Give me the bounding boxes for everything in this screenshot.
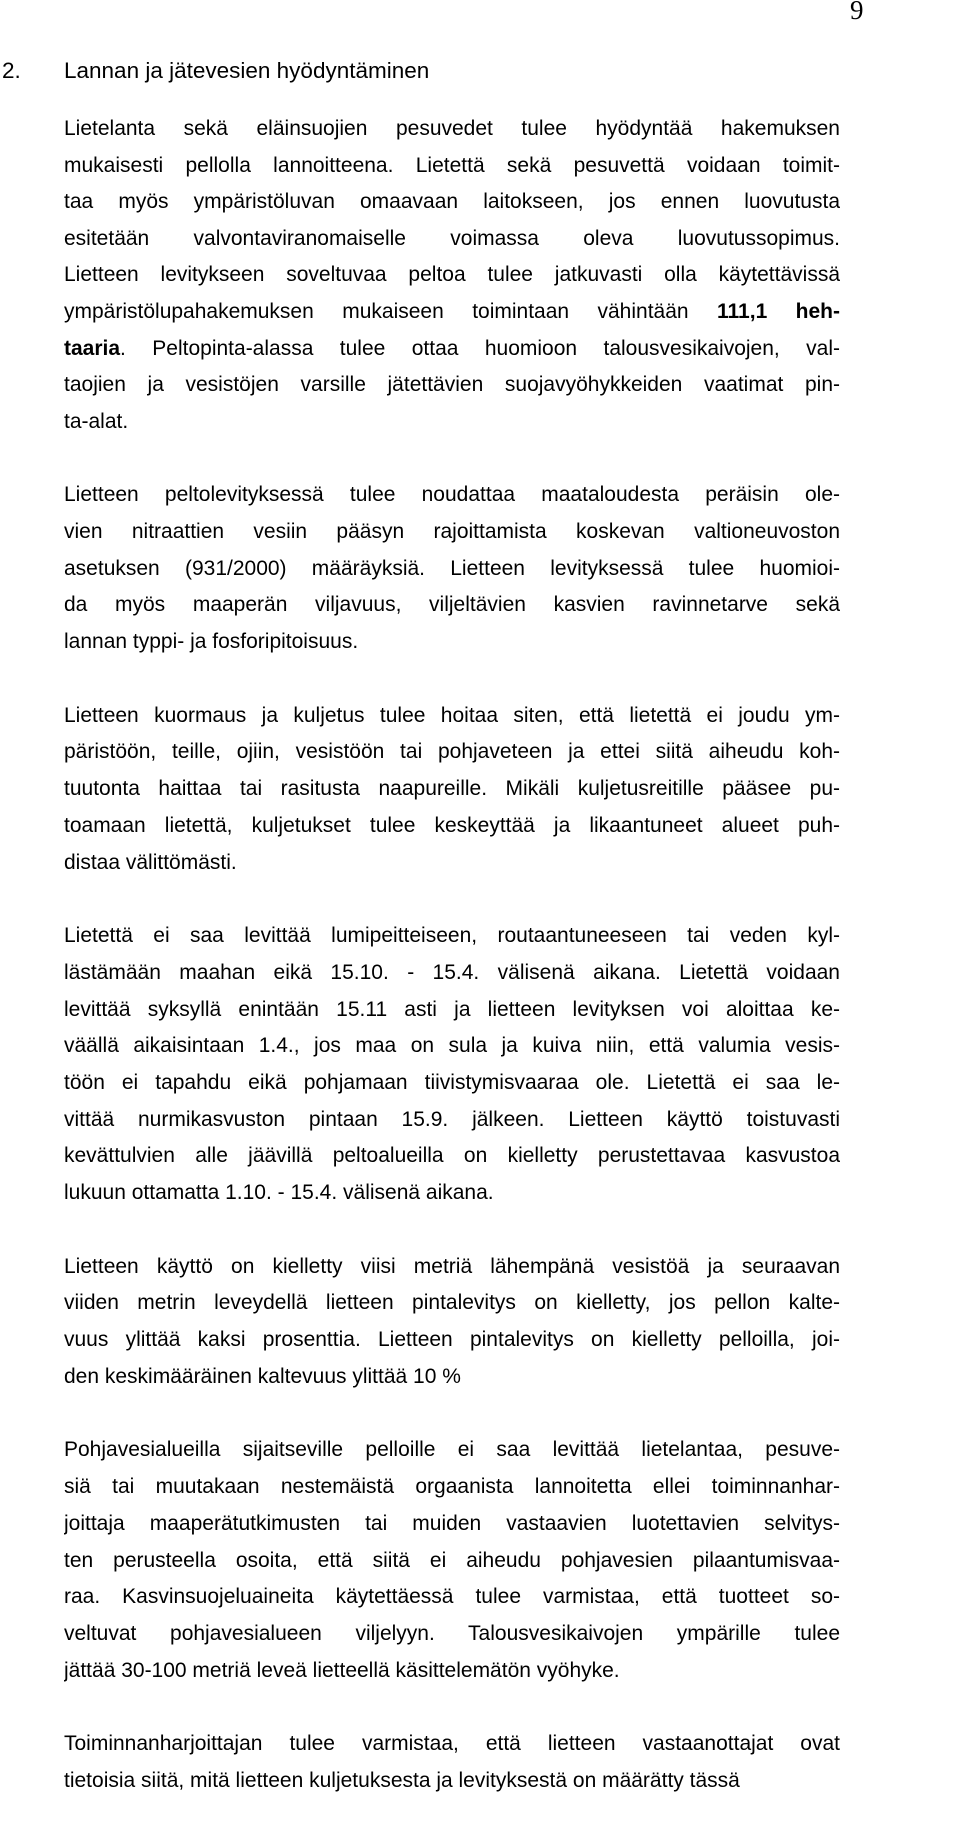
text-line [64, 1616, 840, 1653]
text-line [64, 808, 840, 845]
text-line [64, 1065, 840, 1102]
text-segment: asetuksen (931/2000) määräyksiä. Lietteen levityksessä tulee huomioi- [64, 556, 840, 580]
text-line [64, 404, 840, 441]
text-segment: vien nitraattien vesiin pääsyn rajoittamista koskevan valtioneuvoston [64, 520, 840, 544]
paragraph [64, 918, 840, 1212]
text-segment: taa myös ympäristöluvan omaavaan laitokseen, jos ennen luovutusta [64, 190, 840, 214]
text-line [64, 587, 840, 624]
text-segment: lannan typpi- ja fosforipitoisuus. [64, 630, 359, 654]
paragraph [64, 1432, 840, 1689]
text-line [64, 1726, 840, 1763]
text-segment: Lietteen levitykseen soveltuvaa peltoa tulee jatkuvasti olla käytettävissä [64, 263, 840, 287]
text-segment: vuus ylittää kaksi prosenttia. Lietteen pintalevitys on kielletty pelloilla, joi- [64, 1328, 840, 1352]
text-line [64, 918, 840, 955]
text-line [64, 148, 840, 185]
text-line [64, 1102, 840, 1139]
text-line [64, 955, 840, 992]
text-segment: lästämään maahan eikä 15.10. - 15.4. välisenä aikana. Lietettä voidaan [64, 960, 840, 984]
page-number: 9 [850, 0, 864, 25]
text-segment: Toiminnanharjoittajan tulee varmistaa, että lietteen vastaanottajat ovat [64, 1732, 840, 1756]
text-segment: lukuun ottamatta 1.10. - 15.4. välisenä aikana. [64, 1181, 494, 1205]
text-segment: ympäristölupahakemuksen mukaiseen toimintaan vähintään [64, 299, 718, 323]
text-line [64, 294, 840, 331]
text-line [64, 477, 840, 514]
text-segment: jättää 30-100 metriä leveä lietteellä käsittelemätön vyöhyke. [64, 1658, 620, 1682]
text-line [64, 331, 840, 368]
text-line [64, 698, 840, 735]
text-segment: tuutonta haittaa tai rasitusta naapureille. Mikäli kuljetusreitille pääsee pu- [64, 777, 840, 801]
text-line [64, 1763, 840, 1800]
text-segment: toamaan lietettä, kuljetukset tulee keskeyttää ja likaantuneet alueet puh- [64, 813, 840, 837]
paragraph [64, 111, 840, 440]
text-segment: ta-alat. [64, 409, 129, 433]
bold-text: 111,1 heh- [717, 299, 840, 323]
text-segment: Pohjavesialueilla sijaitseville pelloille ei saa levittää lietelantaa, pesuve- [64, 1438, 840, 1462]
text-segment: väällä aikaisintaan 1.4., jos maa on sula ja kuiva niin, että valumia vesis- [64, 1034, 840, 1058]
document-body [64, 111, 840, 1837]
text-line [64, 551, 840, 588]
text-segment: distaa välittömästi. [64, 850, 237, 874]
text-segment: siä tai muutakaan nestemäistä orgaanista lannoitetta ellei toiminnanhar- [64, 1475, 840, 1499]
text-line [64, 992, 840, 1029]
text-segment: da myös maaperän viljavuus, viljeltävien kasvien ravinnetarve sekä [64, 593, 840, 617]
text-line [64, 1249, 840, 1286]
text-segment: ten perusteella osoita, että siitä ei aiheudu pohjavesien pilaantumisvaa- [64, 1548, 840, 1572]
text-line [64, 514, 840, 551]
text-line [64, 1028, 840, 1065]
text-line [64, 257, 840, 294]
text-segment: mukaisesti pellolla lannoitteena. Lietettä sekä pesuvettä voidaan toimit- [64, 153, 840, 177]
paragraph [64, 1726, 840, 1799]
text-line [64, 1506, 840, 1543]
text-segment: kevättulvien alle jäävillä peltoalueilla on kielletty perustettavaa kasvustoa [64, 1144, 840, 1168]
paragraph [64, 477, 840, 660]
section-number: 2. [2, 58, 21, 83]
text-line [64, 624, 840, 661]
text-segment: tietoisia siitä, mitä lietteen kuljetuksesta ja levityksestä on määrätty tässä [64, 1768, 740, 1792]
text-segment: . Peltopinta-alassa tulee ottaa huomioon talousvesikaivojen, val- [120, 336, 840, 360]
text-line [64, 1285, 840, 1322]
text-segment: töön ei tapahdu eikä pohjamaan tiivistymisvaaraa ole. Lietettä ei saa le- [64, 1070, 840, 1094]
text-segment: vittää nurmikasvuston pintaan 15.9. jälkeen. Lietteen käyttö toistuvasti [64, 1107, 840, 1131]
text-segment: levittää syksyllä enintään 15.11 asti ja lietteen levityksen voi aloittaa ke- [64, 997, 840, 1021]
paragraph [64, 698, 840, 881]
text-segment: Lietettä ei saa levittää lumipeitteiseen, routaantuneeseen tai veden kyl- [64, 924, 840, 948]
text-line [64, 1359, 840, 1396]
text-segment: esitetään valvontaviranomaiselle voimassa oleva luovutussopimus. [64, 226, 840, 250]
text-segment: raa. Kasvinsuojeluaineita käytettäessä tulee varmistaa, että tuotteet so- [64, 1585, 840, 1609]
bold-text: taaria [64, 336, 121, 360]
text-segment: viiden metrin leveydellä lietteen pintalevitys on kielletty, jos pellon kalte- [64, 1291, 840, 1315]
text-line [64, 1543, 840, 1580]
text-line [64, 111, 840, 148]
text-line [64, 1579, 840, 1616]
text-segment: Lietteen peltolevityksessä tulee noudattaa maataloudesta peräisin ole- [64, 483, 840, 507]
text-segment: Lietelanta sekä eläinsuojien pesuvedet tulee hyödyntää hakemuksen [64, 117, 840, 140]
text-line [64, 367, 840, 404]
text-line [64, 1322, 840, 1359]
text-segment: päristöön, teille, ojiin, vesistöön tai pohjaveteen ja ettei siitä aiheudu koh- [64, 740, 840, 764]
text-line [64, 1432, 840, 1469]
text-segment: veltuvat pohjavesialueen viljelyyn. Talousvesikaivojen ympärille tulee [64, 1621, 840, 1645]
text-line [64, 221, 840, 258]
text-line [64, 1175, 840, 1212]
text-line [64, 184, 840, 221]
text-segment: Lietteen käyttö on kielletty viisi metriä lähempänä vesistöä ja seuraavan [64, 1254, 840, 1278]
text-segment: taojien ja vesistöjen varsille jätettävien suojavyöhykkeiden vaatimat pin- [64, 373, 840, 397]
text-segment: den keskimääräinen kaltevuus ylittää 10 % [64, 1364, 461, 1388]
text-line [64, 1138, 840, 1175]
text-line [64, 734, 840, 771]
text-segment: joittaja maaperätutkimusten tai muiden vastaavien luotettavien selvitys- [64, 1511, 840, 1535]
text-line [64, 1653, 840, 1690]
section-title: Lannan ja jätevesien hyödyntäminen [64, 58, 430, 83]
paragraph [64, 1249, 840, 1396]
text-line [64, 1469, 840, 1506]
text-segment: Lietteen kuormaus ja kuljetus tulee hoitaa siten, että lietettä ei joudu ym- [64, 703, 840, 727]
text-line [64, 771, 840, 808]
text-line [64, 845, 840, 882]
